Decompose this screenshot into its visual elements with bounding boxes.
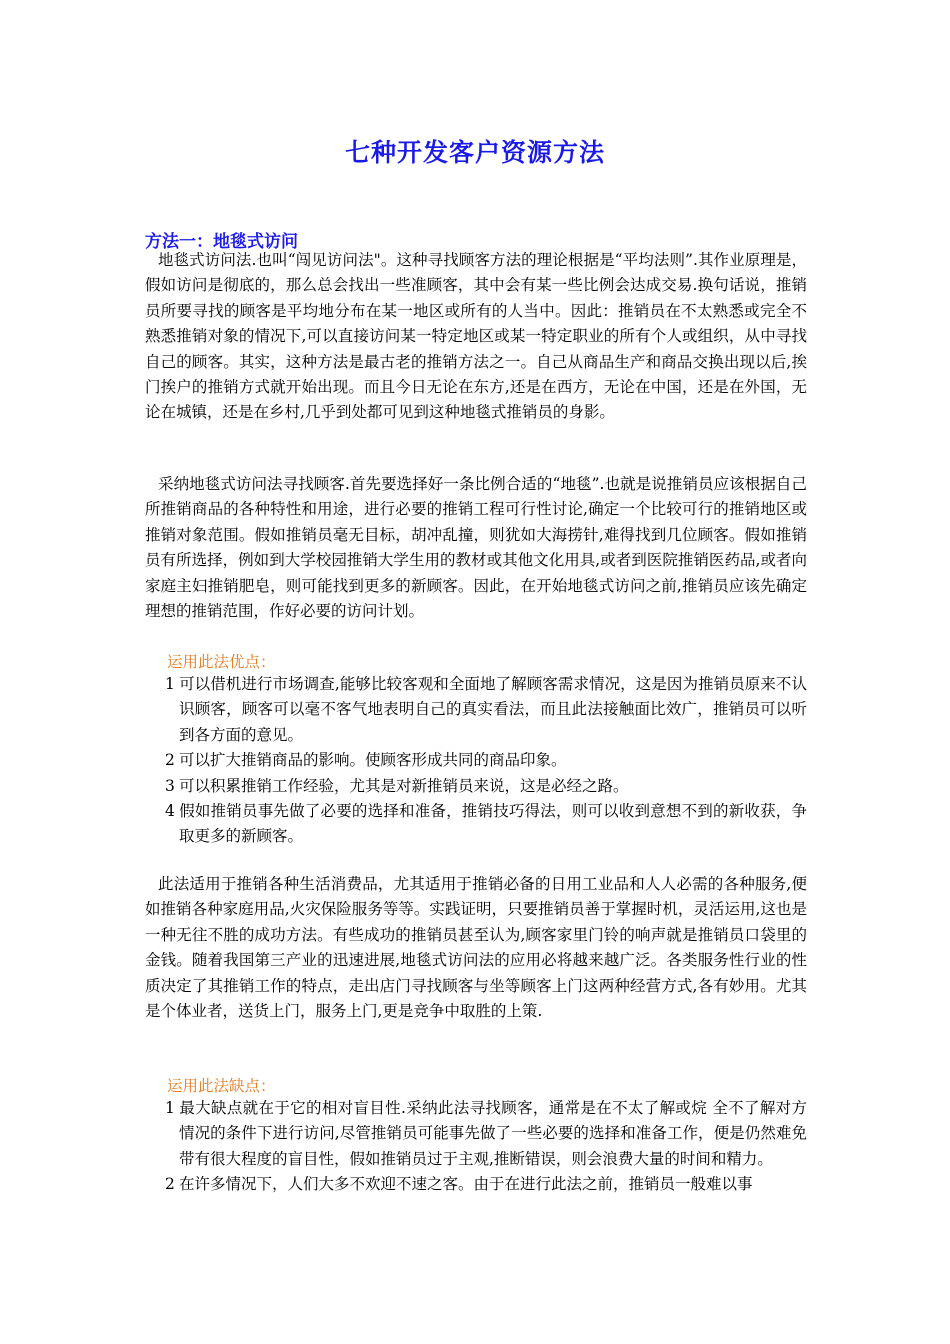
disadvantages-list [165, 1096, 807, 1198]
list-number: 2 [165, 1175, 175, 1194]
list-item [165, 799, 807, 850]
list-item [165, 1096, 807, 1172]
list-text: 可以借机进行市场调查,能够比较客观和全面地了解顾客需求情况，这是因为推销员原来不认识顾客，顾客可以毫不客气地表明自己的真实看法，而且此法接触面比效广，推销员可以听到各方面的意见。 [179, 675, 807, 744]
list-number: 4 [165, 802, 175, 821]
advantages-label: 运用此法优点： [167, 653, 276, 671]
list-item [165, 672, 807, 748]
list-text: 假如推销员事先做了必要的选择和准备，推销技巧得法，则可以收到意想不到的新收获，争取更多的新顾客。 [179, 802, 807, 846]
advantages-list [165, 672, 807, 850]
list-item [165, 748, 807, 773]
list-number: 3 [165, 776, 175, 795]
list-item [165, 1172, 807, 1197]
paragraph-3: 此法适用于推销各种生活消费品，尤其适用于推销必备的日用工业品和人人必需的各种服务,便如推销各种家庭用品,火灾保险服务等等。实践证明，只要推销员善于掌握时机，灵活运用,这也是一种无往不胜的成功方法。有些成功的推销员甚至认为,顾客家里门铃的响声就是推销员口袋里的金钱。随着我国第三产业的迅速进展,地毯式访问法的应用必将越来越广泛。各类服务性行业的性质决定了其推销工作的特点，走出店门寻找顾客与坐等顾客上门这两种经营方式,各有妙用。尤其是个体业者，送货上门，服务上门,更是竞争中取胜的上策. [145, 875, 807, 1021]
page-title: 七种开发客户资源方法 [344, 138, 605, 167]
list-text: 可以扩大推销商品的影响。使顾客形成共同的商品印象。 [179, 751, 567, 770]
list-number: 2 [165, 751, 175, 770]
section-heading-method1: 方法一：地毯式访问 [145, 232, 298, 252]
list-number: 1 [165, 1099, 175, 1117]
disadvantages-label: 运用此法缺点： [167, 1077, 276, 1095]
list-text: 可以积累推销工作经验，尤其是对新推销员来说，这是必经之路。 [179, 776, 629, 795]
list-text: 最大缺点就在于它的相对盲目性.采纳此法寻找顾客，通常是在不太了解或烷 全不了解对方情况的条件下进行访问,尽管推销员可能事先做了一些必要的选择和准备工作，便是仍然难免带有很大程度的盲目性，假如推销员过于主观,推断错误，则会浪费大量的时间和精力。 [179, 1099, 807, 1168]
list-item [165, 774, 807, 799]
list-text: 在许多情况下，人们大多不欢迎不速之客。由于在进行此法之前，推销员一般难以事 [179, 1175, 753, 1194]
paragraph-1: 地毯式访问法.也叫“闯见访问法"。这种寻找顾客方法的理论根据是“平均法则”.其作业原理是，假如访问是彻底的，那么总会找出一些准顾客，其中会有某一些比例会达成交易.换句话说，推销员所要寻找的顾客是平均地分布在某一地区或所有的人当中。因此：推销员在不太熟悉或完全不熟悉推销对象的情况下,可以直接访问某一特定地区或某一特定职业的所有个人或组织，从中寻找自己的顾客。其实，这种方法是最古老的推销方法之一。自己从商品生产和商品交换出现以后,挨门挨户的推销方式就开始出现。而且今日无论在东方,还是在西方，无论在中国，还是在外国，无论在城镇，还是在乡村,几乎到处都可见到这种地毯式推销员的身影。 [145, 251, 807, 422]
paragraph-2: 采纳地毯式访问法寻找顾客.首先要选择好一条比例合适的“地毯”.也就是说推销员应该根据自己所推销商品的各种特性和用途，进行必要的推销工程可行性讨论,确定一个比较可行的推销地区或推销对象范围。假如推销员毫无目标，胡冲乱撞，则犹如大海捞针,难得找到几位顾客。假如推销员有所选择，例如到大学校园推销大学生用的教材或其他文化用具,或者到医院推销医药品,或者向家庭主妇推销肥皂，则可能找到更多的新顾客。因此，在开始地毯式访问之前,推销员应该先确定理想的推销范围，作好必要的访问计划。 [145, 475, 807, 621]
list-number: 1 [165, 675, 175, 693]
